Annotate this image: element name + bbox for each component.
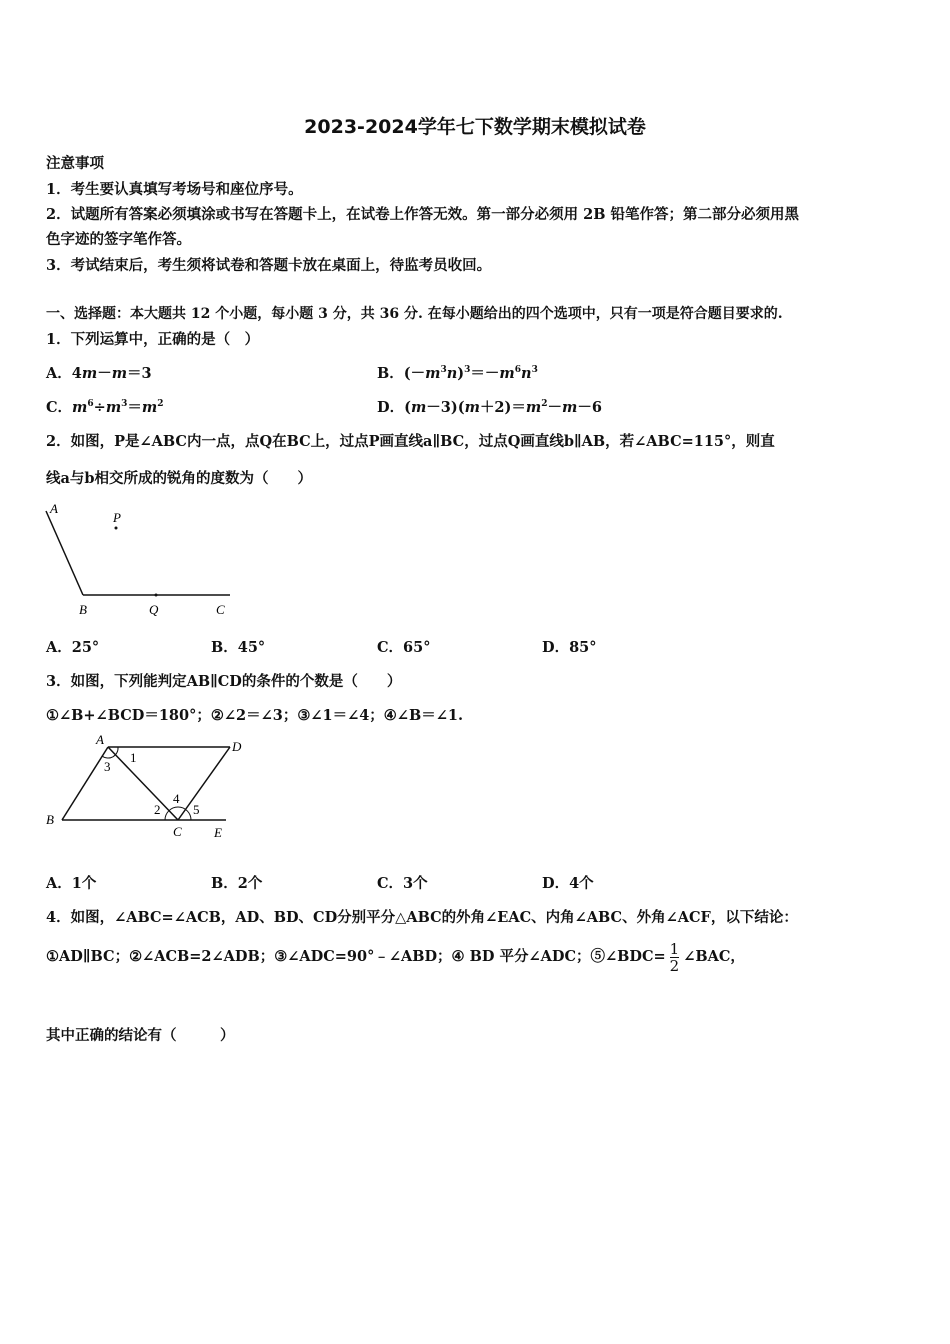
q3-option-a: A．1个 <box>46 875 97 892</box>
notice-item-1: 1．考生要认真填写考场号和座位序号。 <box>46 181 303 198</box>
q1-stem: 1．下列运算中，正确的是（ ） <box>46 331 260 348</box>
q2-figure <box>40 495 250 625</box>
q3-label-d: D <box>232 739 242 754</box>
notice-item-3: 3．考试结束后，考生须将试卷和答题卡放在桌面上，待监考员收回。 <box>46 257 492 274</box>
q2-option-c: C．65° <box>377 639 431 656</box>
q2-label-p: P <box>113 510 121 525</box>
q1-option-c: C．$m^6\div m^3=m^2$ <box>46 399 164 416</box>
q4-fraction <box>670 941 680 974</box>
q4-ask: 其中正确的结论有（ ） <box>46 1027 235 1044</box>
q3-label-angle-3: 3 <box>104 759 111 774</box>
q2-stem-line1: 2．如图，P是∠ABC内一点，点Q在BC上，过点P画直线a∥BC，过点Q画直线b∥AB，若∠ABC=115°，则直 <box>46 433 775 450</box>
q2-option-a: A．25° <box>46 639 100 656</box>
q3-label-angle-4: 4 <box>173 791 180 806</box>
q3-label-b: B <box>46 812 54 827</box>
section-heading: 一、选择题：本大题共 12 个小题，每小题 3 分，共 36 分. 在每小题给出的四个选项中，只有一项是符合题目要求的. <box>46 306 783 322</box>
q4-conclusions-text: ①AD∥BC；②∠ACB=2∠ADB；③∠ADC=90°﹣∠ABD；④ BD 平分∠ADC；⑤∠BDC= <box>46 948 666 965</box>
q2-point-p <box>115 527 118 530</box>
q4-stem: 4．如图，∠ABC=∠ACB，AD、BD、CD分别平分△ABC的外角∠EAC、内角∠ABC、外角∠ACF，以下结论： <box>46 909 798 926</box>
q2-option-d: D．85° <box>542 639 597 656</box>
q3-line-ab <box>62 747 108 820</box>
q3-label-angle-2: 2 <box>154 802 161 817</box>
q3-label-e: E <box>214 825 222 840</box>
q2-point-q <box>155 594 158 597</box>
q2-option-b: B．45° <box>211 639 266 656</box>
q2-label-a: A <box>50 501 58 516</box>
q3-figure <box>40 730 260 845</box>
q3-conditions: ①∠B+∠BCD＝180°；②∠2＝∠3；③∠1＝∠4；④∠B＝∠1. <box>46 707 464 724</box>
q1-option-b: B．$(-m^3n)^3=-m^6n^3$ <box>377 365 538 382</box>
q1-option-a: A．4m－m＝3 <box>46 365 152 382</box>
notice-item-2-cont: 色字迹的签字笔作答。 <box>46 231 191 248</box>
q4-frac-numerator: 1 <box>669 939 680 958</box>
q3-option-c: C．3个 <box>377 875 428 892</box>
q3-label-angle-1: 1 <box>130 750 137 765</box>
notice-item-2: 2．试题所有答案必须填涂或书写在答题卡上，在试卷上作答无效。第一部分必须用 2B 铅笔作答；第二部分必须用黑 <box>46 206 800 223</box>
notice-heading: 注意事项 <box>46 155 104 172</box>
q3-angle-arc-c <box>165 807 191 820</box>
q3-option-d: D．4个 <box>542 875 594 892</box>
q2-label-b: B <box>79 602 87 617</box>
q2-line-ab <box>46 511 83 595</box>
q3-label-angle-5: 5 <box>193 802 200 817</box>
q3-label-a: A <box>96 732 104 747</box>
q2-label-c: C <box>216 602 225 617</box>
q2-stem-line2: 线a与b相交所成的锐角的度数为（ ） <box>46 470 313 487</box>
q4-frac-denominator: 2 <box>669 956 680 975</box>
q2-label-q: Q <box>149 602 159 617</box>
q1-option-d: D．$(m-3)(m+2)=m^2-m-6$ <box>377 399 602 416</box>
q4-conclusions <box>46 940 745 974</box>
q3-label-c: C <box>173 824 182 839</box>
q3-line-ac <box>108 747 178 820</box>
page-title: 2023-2024学年七下数学期末模拟试卷 <box>304 116 646 138</box>
q4-conclusions-tail: ∠BAC， <box>683 948 745 965</box>
q3-stem: 3．如图，下列能判定AB∥CD的条件的个数是（ ） <box>46 673 402 690</box>
q3-option-b: B．2个 <box>211 875 263 892</box>
